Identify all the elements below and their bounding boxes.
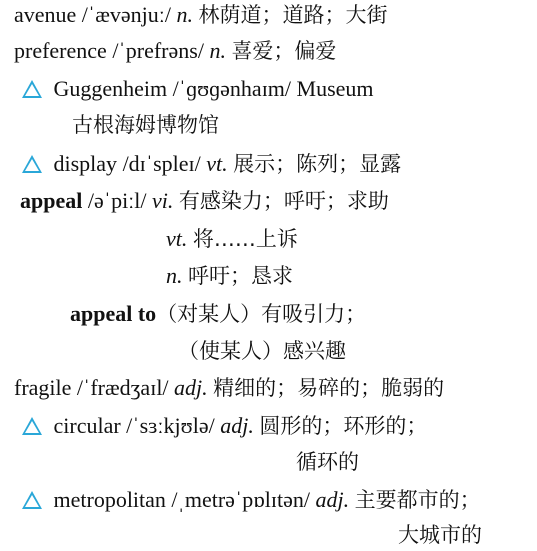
meaning: 精细的；易碎的；脆弱的 (213, 376, 445, 400)
meaning: 主要都市的； (354, 488, 481, 512)
meaning: 喜爱；偏爱 (231, 39, 337, 63)
phrase: appeal to (70, 301, 157, 326)
entry-avenue (14, 0, 388, 30)
meaning: 林荫道；道路；大街 (198, 3, 388, 27)
entry-circular (22, 411, 427, 441)
part-of-speech: adj. (315, 487, 350, 512)
headword: avenue (14, 2, 77, 27)
headword: Guggenheim (53, 76, 168, 101)
headword: fragile (14, 375, 72, 400)
meaning-continued: 循环的 (296, 450, 359, 474)
triangle-marker-icon (22, 80, 42, 98)
headword: appeal (20, 188, 83, 213)
entry-appeal (20, 186, 389, 216)
meaning: 展示；陈列；显露 (233, 152, 402, 176)
part-of-speech: n. (166, 263, 183, 288)
part-of-speech: vt. (206, 151, 228, 176)
appeal-phrase (70, 299, 366, 329)
entry-preference (14, 36, 336, 66)
meaning: 呼吁；恳求 (188, 264, 293, 288)
phrase-meaning: （对某人）有吸引力； (156, 302, 367, 326)
meaning: 有感染力；呼吁；求助 (178, 189, 389, 213)
pronunciation: /ˈævənjuː/ (81, 2, 172, 27)
entry-metropolitan (22, 485, 481, 515)
part-of-speech: adj. (220, 413, 254, 438)
meaning: 将……上诉 (192, 227, 298, 251)
part-of-speech: adj. (174, 375, 208, 400)
part-of-speech: n. (176, 2, 194, 27)
triangle-marker-icon (22, 417, 42, 435)
pronunciation: /dɪˈspleɪ/ (122, 151, 201, 176)
pronunciation: /ˈɡʊɡənhaɪm/ (172, 76, 292, 101)
pronunciation: /ˈprefrəns/ (112, 38, 204, 63)
part-of-speech: n. (209, 38, 226, 63)
pronunciation: /ˈsɜːkjʊlə/ (126, 413, 215, 438)
meaning-continued: 大城市的 (398, 523, 482, 547)
headword: display (53, 151, 118, 176)
pronunciation: /ˈfrædʒaɪl/ (76, 375, 169, 400)
headword-part-2: Museum (296, 76, 374, 101)
headword: metropolitan (53, 487, 166, 512)
triangle-marker-icon (22, 155, 42, 173)
meaning: 古根海姆博物馆 (72, 113, 219, 137)
entry-fragile (14, 373, 444, 403)
part-of-speech: vt. (166, 226, 188, 251)
headword: preference (14, 38, 107, 63)
part-of-speech: vi. (152, 188, 174, 213)
triangle-marker-icon (22, 491, 42, 509)
meaning: 圆形的；环形的； (259, 414, 428, 438)
entry-display (22, 149, 401, 179)
appeal-vt-sense (166, 224, 298, 254)
pronunciation: /ˌmetrəˈpɒlɪtən/ (171, 487, 310, 512)
appeal-n-sense (166, 261, 293, 291)
pronunciation: /əˈpiːl/ (87, 188, 147, 213)
headword: circular (53, 413, 121, 438)
phrase-meaning-continued: （使某人）感兴趣 (178, 339, 346, 363)
entry-guggenheim (22, 74, 374, 104)
